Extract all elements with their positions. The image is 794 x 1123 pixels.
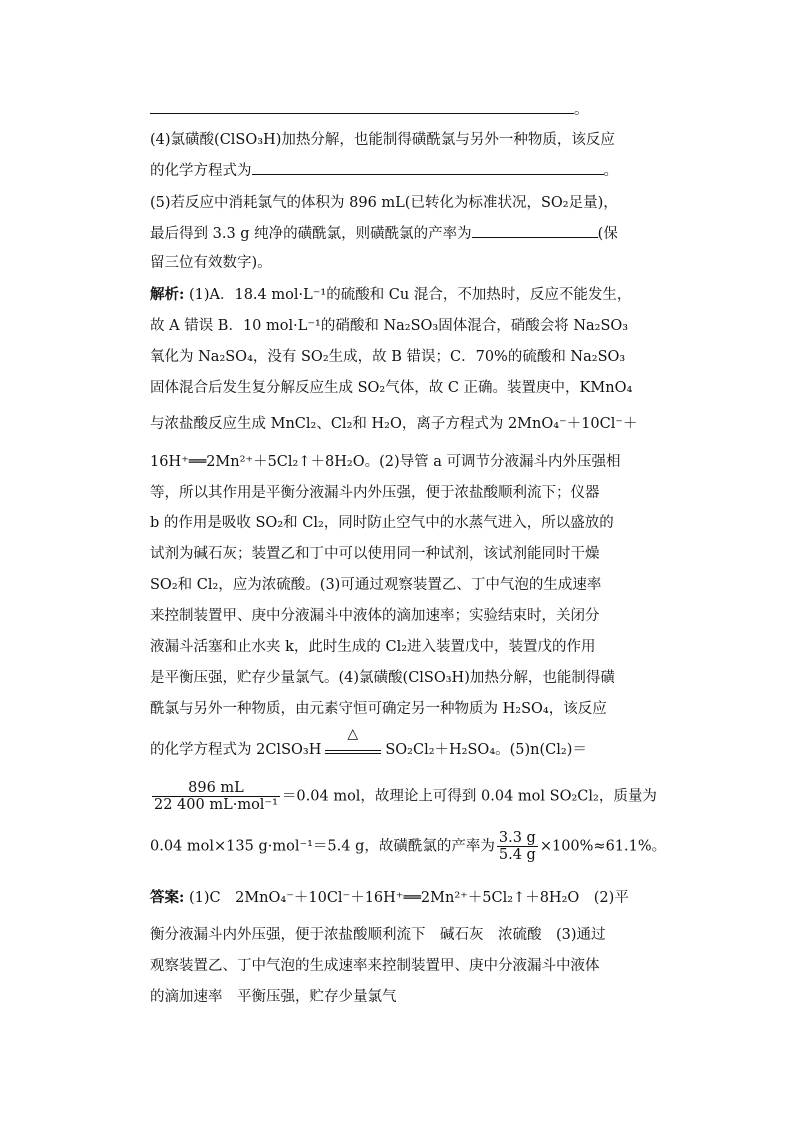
analysis-line-10: SO₂和 Cl₂，应为浓硫酸。(3)可通过观察装置乙、丁中气泡的生成速率 (150, 577, 602, 593)
analysis-line-2: 故 A 错误 B．10 mol·L⁻¹的硝酸和 Na₂SO₃固体混合，硝酸会将 Na₂SO₃ (150, 318, 629, 334)
answer-line-4: 的滴加速率 平衡压强，贮存少量氯气 (150, 989, 397, 1005)
analysis-line-11: 来控制装置甲、庚中分液漏斗中液体的滴加速率；实验结束时，关闭分 (150, 608, 600, 624)
analysis-line-3: 氧化为 Na₂SO₄，没有 SO₂生成，故 B 错误；C．70%的硫酸和 Na₂SO₃ (150, 349, 626, 365)
fraction-moles: $\frac{896 mL}{\text{22 400 mL·mol⁻¹}}$ (154, 780, 278, 813)
question-5-end: 留三位有效数字)。 (150, 255, 272, 271)
analysis-line-14: 酰氯与另外一种物质，由元素守恒可确定另一种物质为 H₂SO₄，该反应 (150, 701, 607, 717)
analysis-line-6: 16H⁺══2Mn²⁺＋5Cl₂↑＋8H₂O。(2)导管 a 可调节分液漏斗内外压强相 (150, 454, 621, 470)
analysis-line-5: 与浓盐酸反应生成 MnCl₂、Cl₂和 H₂O，离子方程式为 2MnO₄⁻＋10Cl⁻＋ (150, 416, 638, 432)
question-5-cont: 最后得到 3.3 g 纯净的磺酰氯，则磺酰氯的产率为 (保 (150, 223, 618, 244)
question-5: (5)若反应中消耗氯气的体积为 896 mL(已转化为标准状况，SO₂足量)， (150, 195, 618, 211)
answer-line-2: 衡分液漏斗内外压强，便于浓盐酸顺利流下 碱石灰 浓硫酸 (3)通过 (150, 927, 606, 943)
analysis-line-13: 是平衡压强，贮存少量氯气。(4)氯磺酸(ClSO₃H)加热分解，也能制得磺 (150, 670, 615, 686)
analysis-line-12: 液漏斗活塞和止水夹 k，此时生成的 Cl₂进入装置戊中，装置戊的作用 (150, 639, 596, 655)
question-4-cont: 的化学方程式为 。 (150, 160, 618, 181)
answer-line-3: 观察装置乙、丁中气泡的生成速率来控制装置甲、庚中分液漏斗中液体 (150, 958, 600, 974)
line-blank-1: 。 (150, 99, 589, 120)
analysis-line-1: 解析: (1)A．18.4 mol·L⁻¹的硫酸和 Cu 混合，不加热时，反应不能发生， (150, 286, 632, 303)
heating-condition (325, 726, 381, 754)
analysis-line-7: 等，所以其作用是平衡分液漏斗内外压强，便于浓盐酸顺利流下；仪器 (150, 485, 600, 501)
answer-blank (150, 99, 574, 114)
analysis-line-4: 固体混合后发生复分解反应生成 SO₂气体，故 C 正确。装置庚中，KMnO₄ (150, 380, 633, 396)
answer-blank (252, 160, 604, 175)
analysis-line-8: b 的作用是吸收 SO₂和 Cl₂，同时防止空气中的水蒸气进入，所以盛放的 (150, 515, 614, 531)
fraction-yield: $\frac{3.3 g}{5.4 g}$ (498, 830, 536, 863)
answer-label: 答案: (150, 889, 185, 906)
heat-triangle: △ (347, 726, 359, 742)
question-4: (4)氯磺酸(ClSO₃H)加热分解，也能制得磺酰氯与另外一种物质，该反应 (150, 132, 615, 148)
analysis-line-15: 的化学方程式为 2ClSO₃H △ SO₂Cl₂＋H₂SO₄。(5)n(Cl₂)＝ (150, 726, 587, 758)
analysis-line-17: 0.04 mol×135 g·mol⁻¹＝5.4 g，故磺酰氯的产率为 $\frac{3.3 g}{5.4 g}$ ×100%≈61.1%。 (150, 830, 667, 863)
answer-line-1: 答案: (1)C 2MnO₄⁻＋10Cl⁻＋16H⁺══2Mn²⁺＋5Cl₂↑＋8H₂O (2)平 (150, 889, 629, 906)
analysis-line-9: 试剂为碱石灰；装置乙和丁中可以使用同一种试剂，该试剂能同时干燥 (150, 546, 600, 562)
analysis-line-16: $\frac{896 mL}{\text{22 400 mL·mol⁻¹}}$ ＝0.04 mol，故理论上可得到 0.04 mol SO₂Cl₂，质量为 (154, 780, 657, 813)
answer-blank (472, 223, 598, 238)
analysis-label: 解析: (150, 286, 185, 303)
